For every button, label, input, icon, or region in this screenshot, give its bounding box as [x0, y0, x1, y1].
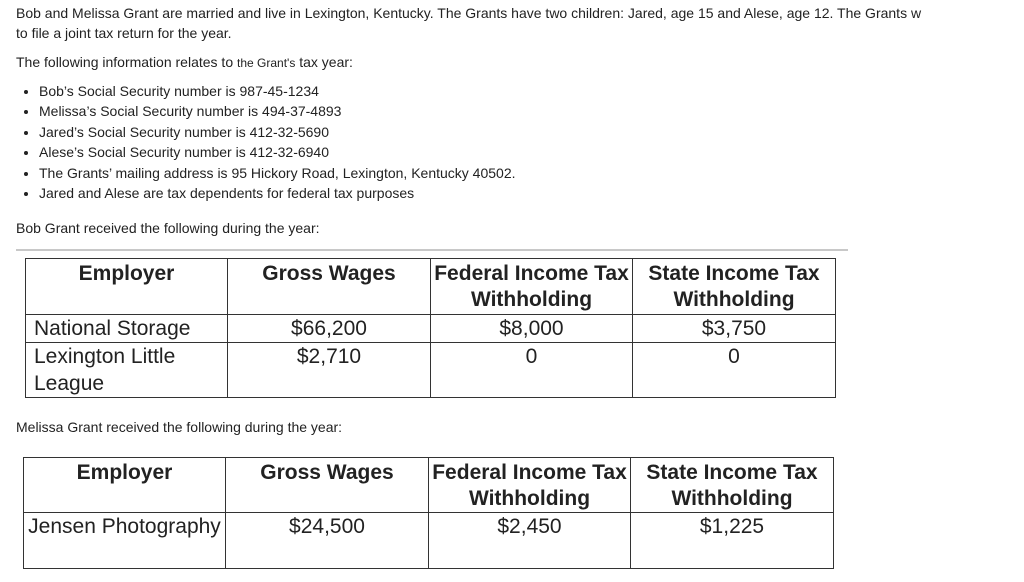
- gross-wages-cell: $24,500: [226, 513, 429, 569]
- header-gross-wages: Gross Wages: [228, 259, 431, 315]
- bob-wages-table: [25, 258, 836, 398]
- gross-wages-cell: $66,200: [228, 315, 431, 343]
- header-employer: Employer: [24, 458, 226, 513]
- state-withholding-cell: $1,225: [631, 513, 834, 569]
- facts-list: [24, 81, 516, 203]
- state-withholding-cell: 0: [633, 343, 836, 398]
- federal-withholding-cell: $8,000: [431, 315, 633, 343]
- tax-year-info-prefix: The following information relates to: [16, 54, 237, 70]
- header-state-withholding: State Income Tax Withholding: [631, 458, 834, 513]
- fact-melissa-ssn: • Melissa’s Social Security number is 494-37-4893: [39, 101, 516, 121]
- state-withholding-cell: $3,750: [633, 315, 836, 343]
- bob-table-caption: Bob Grant received the following during the year:: [16, 220, 320, 236]
- fact-alese-ssn: • Alese’s Social Security number is 412-32-6940: [39, 142, 516, 162]
- fact-mailing-address: • The Grants’ mailing address is 95 Hickory Road, Lexington, Kentucky 40502.: [39, 163, 516, 183]
- employer-cell: Lexington Little League: [26, 343, 228, 398]
- fact-bob-ssn: • Bob’s Social Security number is 987-45-1234: [39, 81, 516, 101]
- section-divider: [16, 249, 848, 251]
- intro-paragraph-line-2: to file a joint tax return for the year.: [16, 25, 232, 41]
- header-federal-withholding: Federal Income Tax Withholding: [431, 259, 633, 315]
- tax-year-info-grants: the Grant's: [237, 56, 296, 70]
- table-row: [26, 315, 836, 343]
- header-state-withholding: State Income Tax Withholding: [633, 259, 836, 315]
- employer-cell: National Storage: [26, 315, 228, 343]
- table-row: [24, 513, 834, 569]
- gross-wages-cell: $2,710: [228, 343, 431, 398]
- tax-year-info-heading: [16, 52, 353, 73]
- intro-paragraph-line-1: Bob and Melissa Grant are married and live in Lexington, Kentucky. The Grants have two children: Jared, age 15 and Alese, age 12. The Grants w: [16, 5, 922, 21]
- table-header-row: [26, 259, 836, 315]
- header-employer: Employer: [26, 259, 228, 315]
- fact-dependents: • Jared and Alese are tax dependents for federal tax purposes: [39, 183, 516, 203]
- fact-jared-ssn: • Jared’s Social Security number is 412-32-5690: [39, 122, 516, 142]
- melissa-wages-table: [23, 457, 834, 569]
- melissa-table-caption: Melissa Grant received the following during the year:: [16, 419, 343, 435]
- header-federal-withholding: Federal Income Tax Withholding: [429, 458, 631, 513]
- federal-withholding-cell: $2,450: [429, 513, 631, 569]
- tax-year-info-suffix: tax year:: [295, 54, 353, 70]
- federal-withholding-cell: 0: [431, 343, 633, 398]
- table-header-row: [24, 458, 834, 513]
- employer-cell: Jensen Photography: [24, 513, 226, 569]
- table-row: [26, 343, 836, 398]
- header-gross-wages: Gross Wages: [226, 458, 429, 513]
